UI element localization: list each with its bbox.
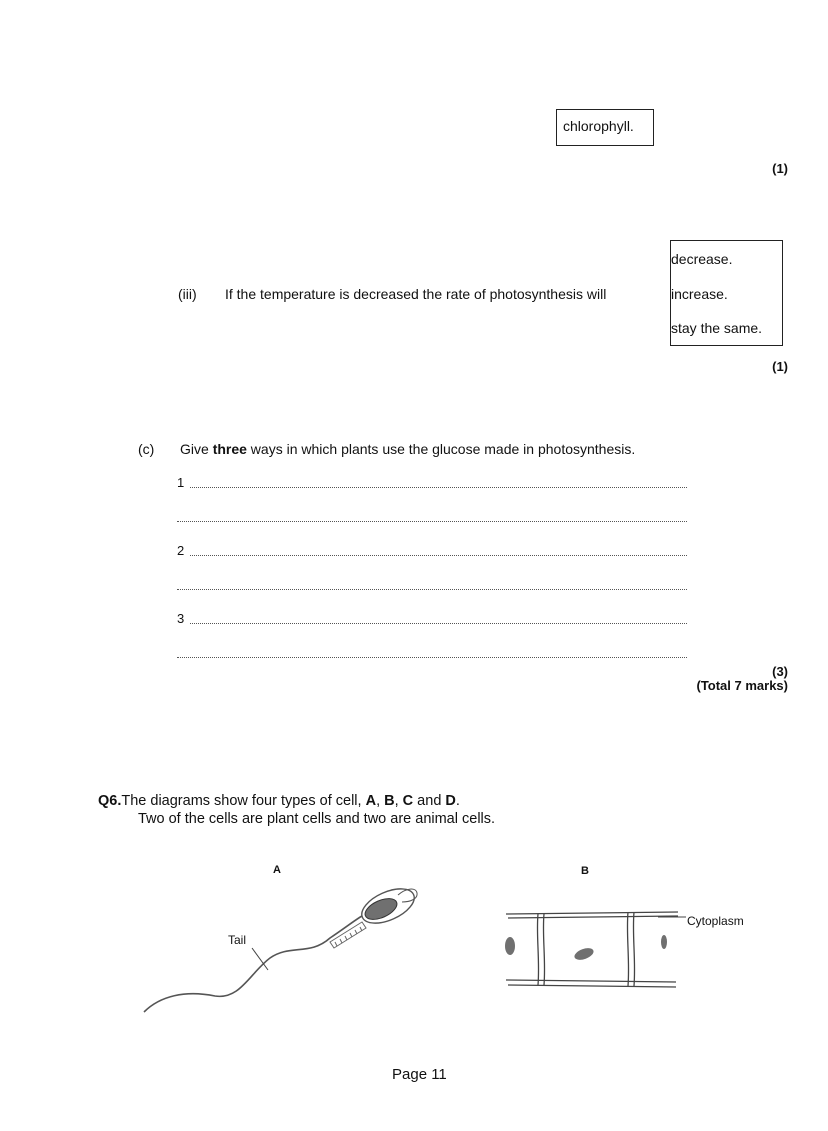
option-stay-the-same: stay the same. [671, 320, 763, 336]
q6-intro [98, 792, 495, 828]
answer-line-1b[interactable] [177, 521, 687, 522]
cytoplasm-pointer-line [658, 912, 686, 922]
answer-number-1: 1 [177, 475, 185, 490]
temperature-options-box [670, 240, 783, 346]
marks-b-iii: (1) [772, 359, 788, 374]
nucleus-1 [505, 937, 515, 955]
part-c-question: Give three ways in which plants use the glucose made in photosynthesis. [180, 441, 636, 457]
answer-number-2: 2 [177, 543, 185, 558]
nucleus-2 [573, 946, 595, 962]
chlorophyll-option-box [556, 109, 654, 146]
nucleus-3 [661, 935, 667, 949]
answer-line-2a[interactable] [190, 555, 687, 556]
part-iii-label: (iii) [178, 286, 197, 302]
answer-line-3b[interactable] [177, 657, 687, 658]
option-increase: increase. [671, 286, 728, 302]
chlorophyll-option: chlorophyll. [563, 118, 634, 134]
q6-line-1: Q6.The diagrams show four types of cell, A, B, C and D. [98, 793, 460, 809]
cell-membrane-top [506, 912, 678, 914]
total-marks: (Total 7 marks) [696, 678, 788, 693]
marks-b-ii: (1) [772, 161, 788, 176]
cell-b-diagram [498, 900, 683, 995]
marks-c-block [696, 665, 788, 693]
option-decrease: decrease. [671, 251, 733, 267]
cell-a-label: A [273, 864, 281, 876]
cell-a-sperm-diagram [140, 878, 430, 1018]
answer-line-2b[interactable] [177, 589, 687, 590]
part-c-label: (c) [138, 441, 155, 457]
cell-wall-2 [627, 912, 628, 986]
answer-line-3a[interactable] [190, 623, 687, 624]
cell-membrane-top-inner [508, 916, 678, 918]
cell-wall-1 [537, 914, 538, 985]
cell-b-label: B [581, 865, 589, 877]
answer-number-3: 3 [177, 611, 185, 626]
cytoplasm-label: Cytoplasm [687, 914, 744, 928]
part-iii-question: If the temperature is decreased the rate of photosynthesis will [225, 286, 607, 302]
tail-label: Tail [228, 933, 247, 947]
page-number: Page 11 [392, 1066, 447, 1083]
answer-line-1a[interactable] [190, 487, 687, 488]
sperm-tail [144, 916, 362, 1012]
marks-c: (3) [772, 664, 788, 679]
q6-line-2: Two of the cells are plant cells and two are animal cells. [138, 811, 496, 827]
